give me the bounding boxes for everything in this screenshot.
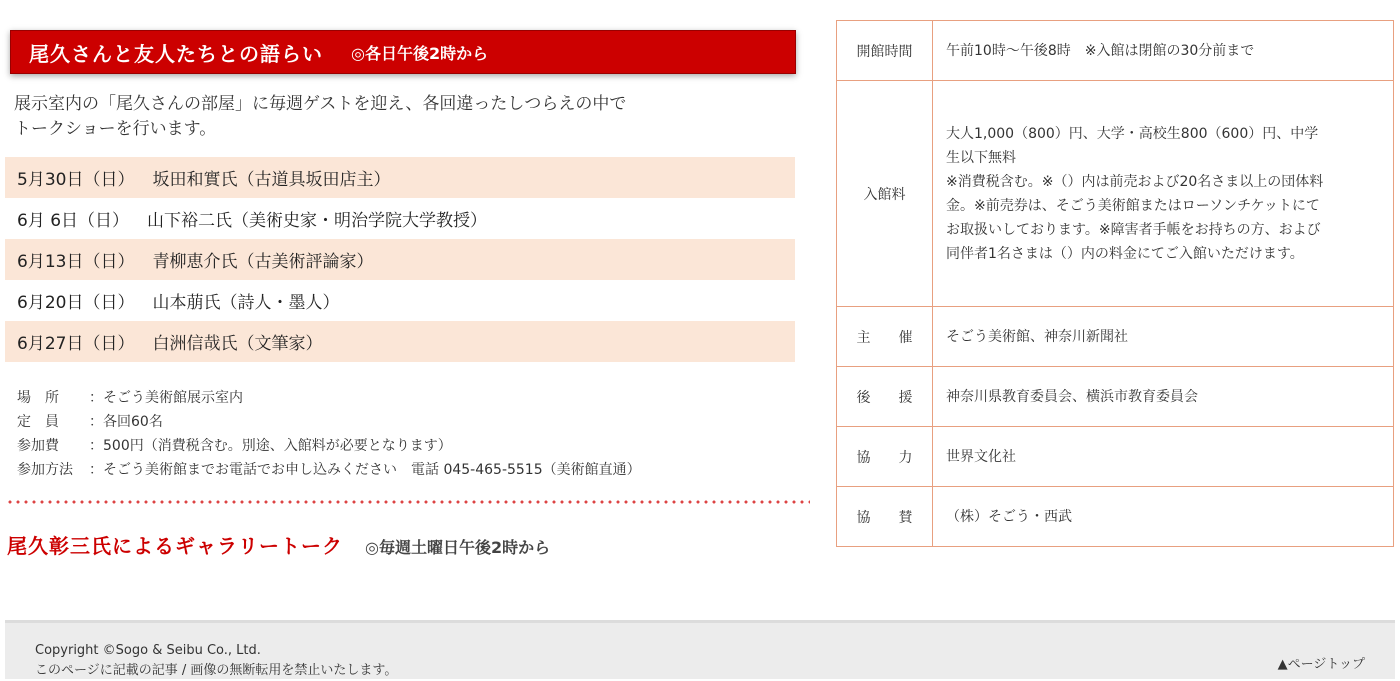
fee-line: 同伴者1名さまは（）内の料金にてご入館いただけます。 — [946, 245, 1304, 262]
footer — [5, 620, 1395, 679]
schedule-guest: 山本萠氏（詩人・墨人） — [152, 293, 340, 313]
usage-notice: このページに記載の記事 / 画像の無断転用を禁止いたします。 — [35, 663, 398, 678]
info-value: ：500円（消費税含む。別途、入館料が必要となります） — [89, 438, 452, 454]
table-value: 神奈川県教育委員会、横浜市教育委員会 — [933, 367, 1394, 427]
copyright: Copyright ©Sogo & Seibu Co., Ltd. — [35, 643, 261, 658]
table-value — [933, 81, 1394, 307]
footer-text — [35, 641, 397, 681]
schedule-row — [5, 280, 795, 321]
schedule-row — [5, 198, 795, 239]
schedule-guest: 山下裕二氏（美術史家・明治学院大学教授） — [147, 211, 488, 231]
info-label: 定 員 — [17, 414, 59, 430]
schedule-guest: 坂田和實氏（古道具坂田店主） — [152, 170, 391, 190]
table-label: 入館料 — [837, 81, 933, 307]
fee-line: 生以下無料 — [946, 149, 1016, 166]
dotted-divider — [6, 500, 810, 504]
section-title-bar — [10, 30, 796, 74]
table-label: 主 催 — [837, 307, 933, 367]
intro-line: トークショーを行います。 — [14, 119, 217, 139]
schedule-list — [5, 157, 795, 362]
section-time: ◎各日午後2時から — [351, 43, 489, 63]
table-label: 後 援 — [837, 367, 933, 427]
info-table — [836, 20, 1394, 547]
table-value: そごう美術館、神奈川新聞社 — [933, 307, 1394, 367]
table-row — [837, 21, 1394, 81]
intro-line: 展示室内の「尾久さんの部屋」に毎週ゲストを迎え、各回違ったしつらえの中で — [14, 94, 627, 114]
table-row — [837, 81, 1394, 307]
gallery-talk-time: ◎毎週土曜日午後2時から — [365, 538, 551, 557]
table-row — [837, 487, 1394, 547]
schedule-guest: 白洲信哉氏（文筆家） — [152, 334, 323, 354]
info-row — [17, 386, 641, 410]
gallery-talk-title: 尾久彰三氏によるギャラリートーク — [7, 534, 343, 558]
intro-text — [14, 92, 794, 142]
fee-line: 金。※前売券は、そごう美術館またはローソンチケットにて — [946, 197, 1320, 214]
table-label: 協 力 — [837, 427, 933, 487]
table-row — [837, 427, 1394, 487]
info-value: ：そごう美術館展示室内 — [89, 390, 243, 406]
schedule-date: 6月20日（日） — [17, 293, 135, 313]
fee-line: お取扱いしております。※障害者手帳をお持ちの方、および — [946, 221, 1321, 238]
page-top-link[interactable]: ▲ページトップ — [1277, 657, 1365, 672]
info-row — [17, 458, 641, 482]
schedule-row — [5, 239, 795, 280]
schedule-date: 5月30日（日） — [17, 170, 135, 190]
schedule-row — [5, 321, 795, 362]
table-value: （株）そごう・西武 — [933, 487, 1394, 547]
schedule-date: 6月13日（日） — [17, 252, 135, 272]
info-row — [17, 410, 641, 434]
table-label: 協 賛 — [837, 487, 933, 547]
table-value: 世界文化社 — [933, 427, 1394, 487]
table-row — [837, 307, 1394, 367]
table-row — [837, 367, 1394, 427]
table-value: 午前10時〜午後8時 ※入館は閉館の30分前まで — [933, 21, 1394, 81]
info-label: 参加費 — [17, 438, 59, 454]
schedule-date: 6月27日（日） — [17, 334, 135, 354]
section-title: 尾久さんと友人たちとの語らい — [29, 41, 323, 66]
fee-line: 大人1,000（800）円、大学・高校生800（600）円、中学 — [946, 125, 1319, 142]
info-label: 参加方法 — [17, 462, 73, 478]
info-value: ：各回60名 — [89, 414, 163, 430]
fee-line: ※消費税含む。※（）内は前売および20名さま以上の団体料 — [946, 173, 1324, 190]
info-row — [17, 434, 641, 458]
info-value: ：そごう美術館までお電話でお申し込みください 電話 045-465-5515（美術館直通） — [89, 462, 641, 478]
schedule-guest: 青柳恵介氏（古美術評論家） — [152, 252, 374, 272]
schedule-row — [5, 157, 795, 198]
schedule-date: 6月 6日（日） — [17, 211, 130, 231]
info-label: 場 所 — [17, 390, 59, 406]
event-info — [17, 386, 641, 482]
table-label: 開館時間 — [837, 21, 933, 81]
gallery-talk-heading — [7, 530, 550, 559]
